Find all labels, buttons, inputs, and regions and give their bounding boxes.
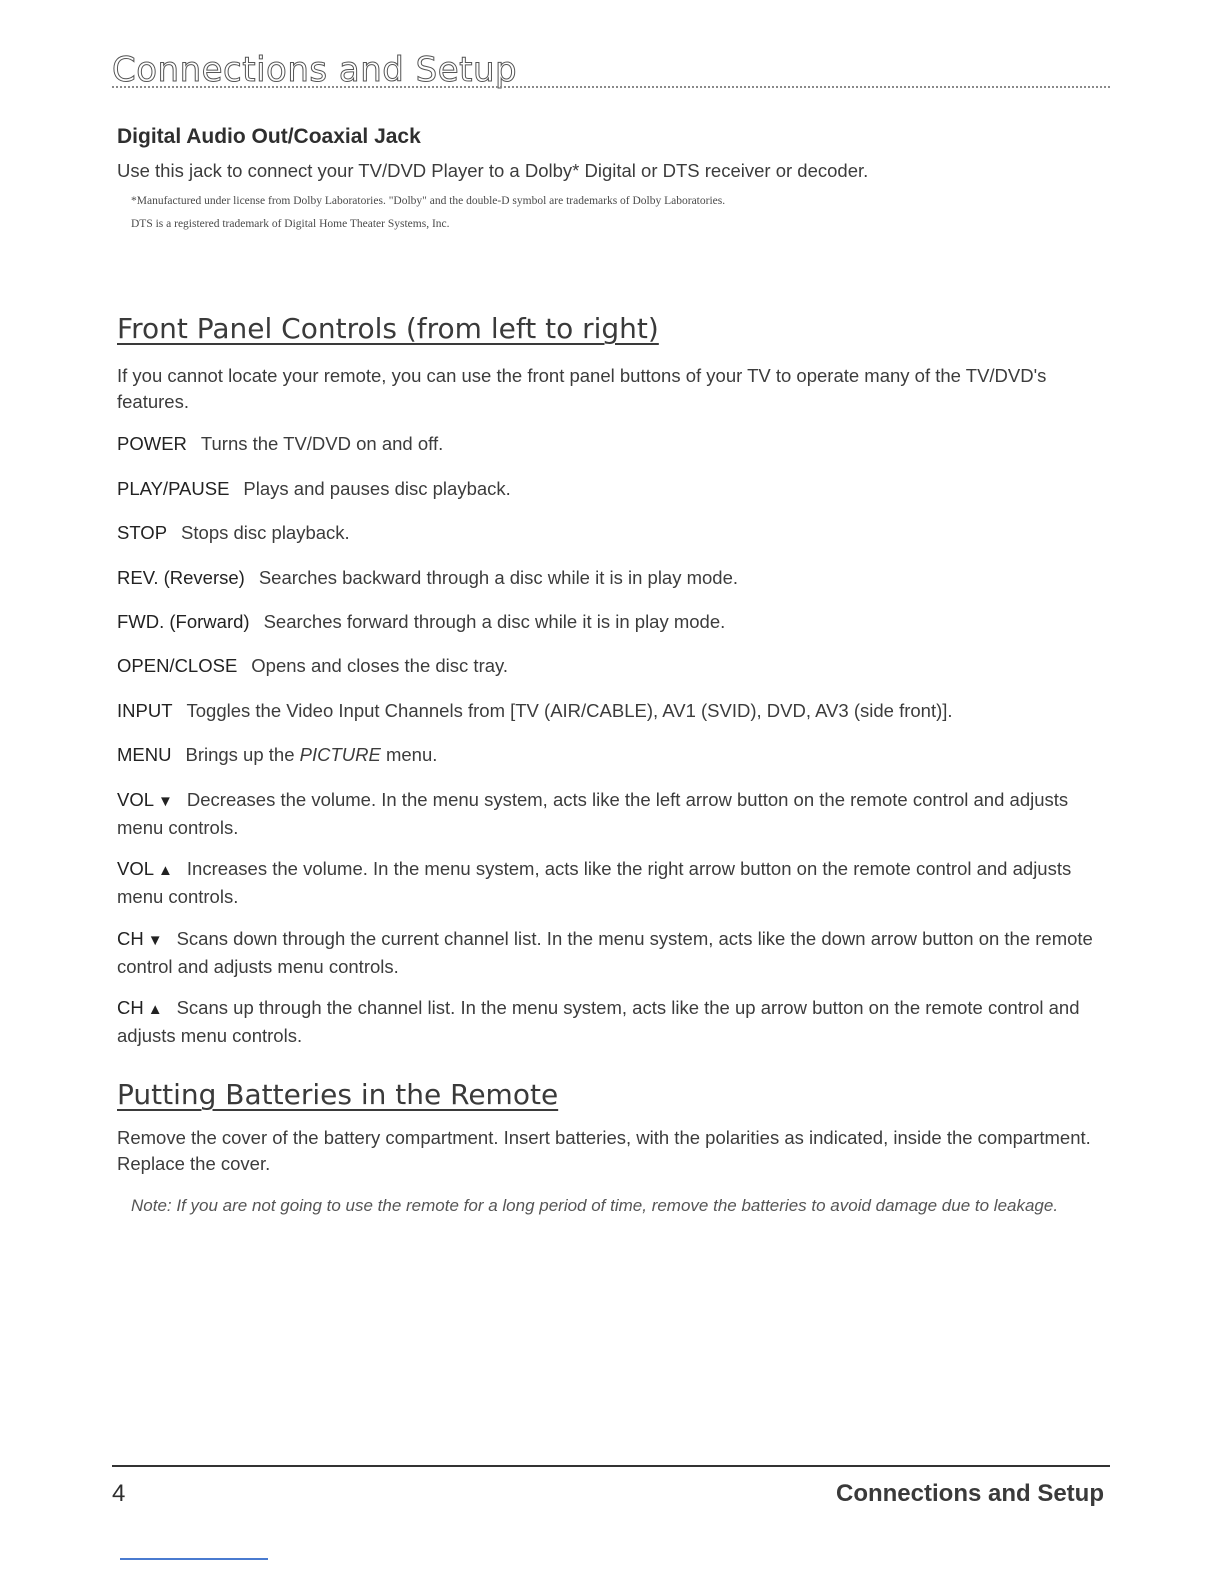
control-desc: Decreases the volume. In the menu system, acts like the left arrow button on the remote control and adjusts menu controls.	[117, 789, 1069, 838]
control-ch-up	[117, 995, 1107, 1049]
up-arrow-icon: ▲	[147, 1001, 163, 1018]
batteries-heading: Putting Batteries in the Remote	[117, 1078, 559, 1111]
control-desc-end: menu.	[380, 744, 438, 765]
picture-menu-name: PICTURE	[299, 744, 381, 765]
control-desc: Stops disc playback.	[181, 522, 350, 543]
down-arrow-icon: ▼	[147, 932, 163, 949]
control-name	[117, 928, 163, 949]
header-rule	[112, 86, 1110, 88]
control-play-pause	[117, 476, 1107, 502]
control-rev	[117, 565, 1107, 591]
control-input	[117, 698, 1107, 724]
control-fwd	[117, 609, 1107, 635]
dolby-footnote: *Manufactured under license from Dolby Laboratories. "Dolby" and the double-D symbol are trademarks of Dolby Laboratories.	[131, 195, 726, 207]
control-name: PLAY/PAUSE	[117, 478, 230, 499]
control-menu	[117, 742, 1107, 768]
batteries-body: Remove the cover of the battery compartment. Insert batteries, with the polarities as indicated, inside the compartment. Replace the cover.	[117, 1127, 1091, 1174]
control-name	[117, 997, 163, 1018]
control-name: INPUT	[117, 700, 173, 721]
page-number: 4	[112, 1480, 126, 1507]
down-arrow-icon: ▼	[158, 793, 173, 810]
footer-rule	[112, 1465, 1110, 1467]
control-desc: Turns the TV/DVD on and off.	[200, 433, 444, 454]
bottom-link-underline	[120, 1558, 268, 1560]
control-name	[117, 789, 173, 810]
control-desc: Searches backward through a disc while it is in play mode.	[258, 567, 739, 588]
control-name: OPEN/CLOSE	[117, 655, 238, 676]
control-name: MENU	[117, 744, 172, 765]
batteries-note: Note: If you are not going to use the remote for a long period of time, remove the batteries to avoid damage due to leakage.	[131, 1196, 1059, 1215]
control-desc: Plays and pauses disc playback.	[243, 478, 511, 499]
control-desc: Brings up the	[185, 744, 300, 765]
control-name: STOP	[117, 522, 168, 543]
dts-footnote: DTS is a registered trademark of Digital Home Theater Systems, Inc.	[131, 218, 450, 230]
digital-audio-body: Use this jack to connect your TV/DVD Player to a Dolby* Digital or DTS receiver or decoder.	[117, 160, 869, 181]
front-panel-intro: If you cannot locate your remote, you can use the front panel buttons of your TV to operate many of the TV/DVD's features.	[117, 365, 1047, 412]
up-arrow-icon: ▲	[158, 862, 173, 879]
control-desc: Searches forward through a disc while it is in play mode.	[263, 611, 726, 632]
control-desc: Scans up through the channel list. In the menu system, acts like the up arrow button on the remote control and adjusts menu controls.	[117, 997, 1080, 1046]
control-label: CH	[117, 997, 144, 1018]
control-vol-up	[117, 856, 1107, 910]
control-open-close	[117, 653, 1107, 679]
control-label: VOL	[117, 789, 155, 810]
control-stop	[117, 520, 1107, 546]
control-vol-down	[117, 787, 1107, 841]
control-desc: Scans down through the current channel list. In the menu system, acts like the down arrow button on the remote control and adjusts menu controls.	[117, 928, 1093, 977]
control-desc: Opens and closes the disc tray.	[251, 655, 509, 676]
digital-audio-heading: Digital Audio Out/Coaxial Jack	[117, 125, 421, 148]
control-label: VOL	[117, 858, 155, 879]
control-desc: Increases the volume. In the menu system, acts like the right arrow button on the remote control and adjusts menu controls.	[117, 858, 1072, 907]
control-name: REV. (Reverse)	[117, 567, 245, 588]
control-desc: Toggles the Video Input Channels from [TV (AIR/CABLE), AV1 (SVID), DVD, AV3 (side front)].	[186, 700, 953, 721]
page-header-title: Connections and Setup	[112, 50, 518, 90]
front-panel-heading: Front Panel Controls (from left to right)	[117, 312, 659, 345]
footer-section-title: Connections and Setup	[835, 1480, 1104, 1507]
control-name	[117, 858, 173, 879]
control-name: POWER	[117, 433, 187, 454]
control-label: CH	[117, 928, 144, 949]
control-power	[117, 431, 1107, 457]
control-name: FWD. (Forward)	[117, 611, 250, 632]
control-ch-down	[117, 926, 1107, 980]
